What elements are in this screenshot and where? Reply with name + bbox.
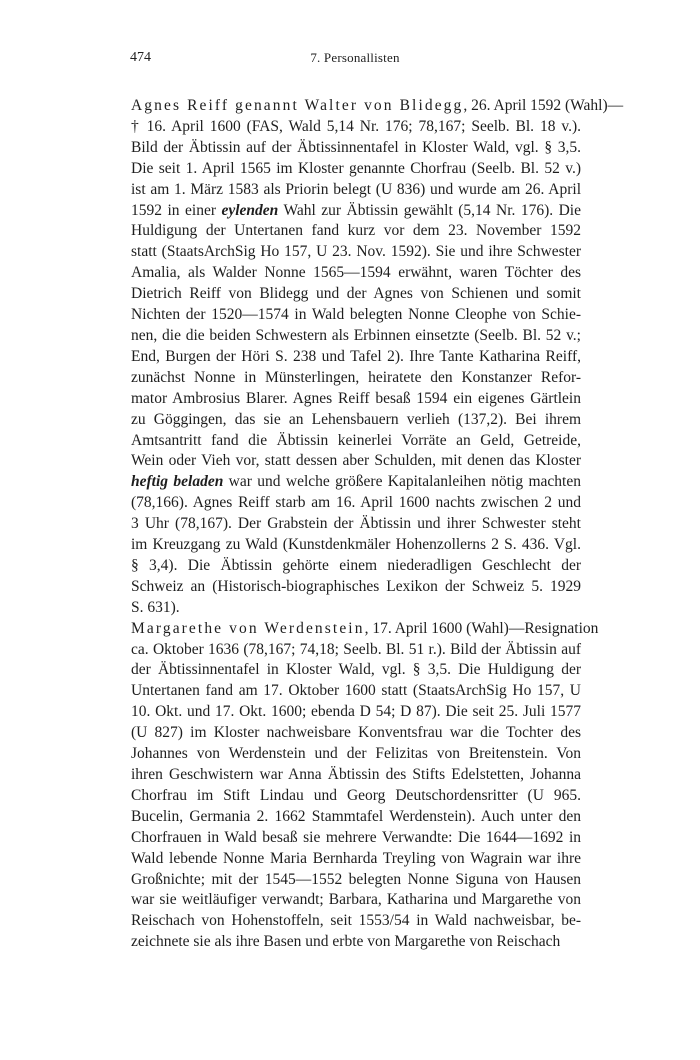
text-line: Reischach von Hohenstoffeln, seit 1553/54 in Wald nachweisbar, be- (131, 912, 581, 930)
text-line: Chorfrau im Stift Lindau und Georg Deutschordensritter (U 965. (131, 786, 581, 804)
text-line: 1592 in einer eylenden Wahl zur Äbtissin gewählt (5,14 Nr. 176). Die (131, 201, 581, 219)
text-line: ist am 1. März 1583 als Priorin belegt (U 836) und wurde am 26. April (131, 180, 581, 198)
text-line: † 16. April 1600 (FAS, Wald 5,14 Nr. 176; 78,167; Seelb. Bl. 18 v.). (131, 117, 581, 135)
text-line: ihren Geschwistern war Anna Äbtissin des Stifts Edelstetten, Johanna (131, 766, 581, 783)
text-line: Huldigung der Untertanen fand kurz vor dem 23. November 1592 (131, 222, 581, 240)
entry-name: Agnes Reiff genannt Walter von Blidegg (131, 97, 464, 114)
text-line: Nichten der 1520—1574 in Wald belegten Nonne Cleophe von Schie- (131, 306, 581, 324)
text-line: ca. Oktober 1636 (78,167; 74,18; Seelb. Bl. 51 r.). Bild der Äbtissin auf (131, 640, 581, 658)
text-line: S. 631). (131, 598, 180, 616)
text-line: statt (StaatsArchSig Ho 157, U 23. Nov. 1592). Sie und ihre Schwester (131, 243, 581, 261)
text-line: mator Ambrosius Blarer. Agnes Reiff besaß 1594 ein eigenes Gärtlein (131, 389, 581, 407)
text-line: 10. Okt. und 17. Okt. 1600; ebenda D 54; D 87). Die seit 25. Juli 1577 (131, 703, 581, 721)
text-line: Margarethe von Werdenstein, 17. April 1600 (Wahl)—Resignation (131, 619, 599, 637)
text-line: Großnichte; mit der 1545—1552 belegten Nonne Siguna von Hausen (131, 870, 581, 888)
text-line: war sie weitläufiger verwandt; Barbara, Katharina und Margarethe von (131, 891, 581, 909)
quoted-term: heftig beladen (131, 473, 224, 491)
register-entry (131, 619, 599, 954)
text-line: Die seit 1. April 1565 im Kloster genannte Chorfrau (Seelb. Bl. 52 v.) (131, 159, 581, 177)
text-line: § 3,4). Die Äbtissin gehörte einem niederadligen Geschlecht der (131, 556, 581, 574)
text-line: Schweiz an (Historisch-biographisches Lexikon der Schweiz 5. 1929 (131, 577, 581, 595)
text-line: Untertanen fand am 17. Oktober 1600 statt (StaatsArchSig Ho 157, U (131, 682, 581, 700)
text-line: Amalia, als Walder Nonne 1565—1594 erwähnt, waren Töchter des (131, 264, 581, 282)
running-head: 7. Personallisten (310, 50, 400, 65)
text-line: (U 827) im Kloster nachweisbare Konventsfrau war die Tochter des (131, 724, 581, 742)
text-line: Chorfrauen in Wald besaß sie mehrere Verwandte: Die 1644—1692 in (131, 828, 581, 846)
entry-name: Margarethe von Werdenstein (131, 619, 365, 637)
text-line: (78,166). Agnes Reiff starb am 16. April 1600 nachts zwischen 2 und (131, 494, 581, 512)
text-line: Bucelin, Germania 2. 1662 Stammtafel Werdenstein). Auch unter den (131, 807, 581, 825)
text-line: Wald lebende Nonne Maria Bernharda Treyling von Wagrain war ihre (131, 849, 581, 867)
page-header (130, 50, 580, 72)
text-line: Bild der Äbtissin auf der Äbtissinnentafel in Kloster Wald, vgl. § 3,5. (131, 138, 581, 156)
text-line: zunächst Nonne in Münsterlingen, heiratete den Konstanzer Refor- (131, 368, 581, 386)
body-text (131, 96, 624, 953)
register-entry (131, 96, 624, 619)
text-line: zeichnete sie als ihre Basen und erbte von Margarethe von Reischach (131, 933, 561, 951)
text-line: im Kreuzgang zu Wald (Kunstdenkmäler Hohenzollerns 2 S. 436. Vgl. (131, 536, 581, 554)
text-line: Agnes Reiff genannt Walter von Blidegg, 26. April 1592 (Wahl)— (131, 97, 624, 114)
text-line: End, Burgen der Höri S. 238 und Tafel 2). Ihre Tante Katharina Reiff, (131, 347, 581, 365)
text-line: zu Göggingen, das sie an Lehensbauern verlieh (137,2). Bei ihrem (131, 410, 581, 428)
text-line: Johannes von Werdenstein und der Felizitas von Breitenstein. Von (131, 745, 581, 763)
quoted-term: eylenden (221, 201, 279, 219)
page-number: 474 (130, 50, 151, 65)
text-line: Amtsantritt fand die Äbtissin keinerlei Vorräte an Geld, Getreide, (131, 431, 581, 449)
text-line: Dietrich Reiff von Blidegg und der Agnes von Schienen und somit (131, 285, 581, 303)
text-line: nen, die die beiden Schwestern als Erbinnen einsetzte (Seelb. Bl. 52 v.; (131, 326, 581, 344)
text-line: 3 Uhr (78,167). Der Grabstein der Äbtissin und ihrer Schwester steht (131, 515, 581, 533)
text-line: der Äbtissinnentafel in Kloster Wald, vgl. § 3,5. Die Huldigung der (131, 661, 581, 679)
text-line: heftig beladen war und welche größere Kapitalanleihen nötig machten (131, 473, 581, 491)
text-line: Wein oder Vieh vor, statt dessen aber Schulden, mit denen das Kloster (131, 452, 581, 470)
